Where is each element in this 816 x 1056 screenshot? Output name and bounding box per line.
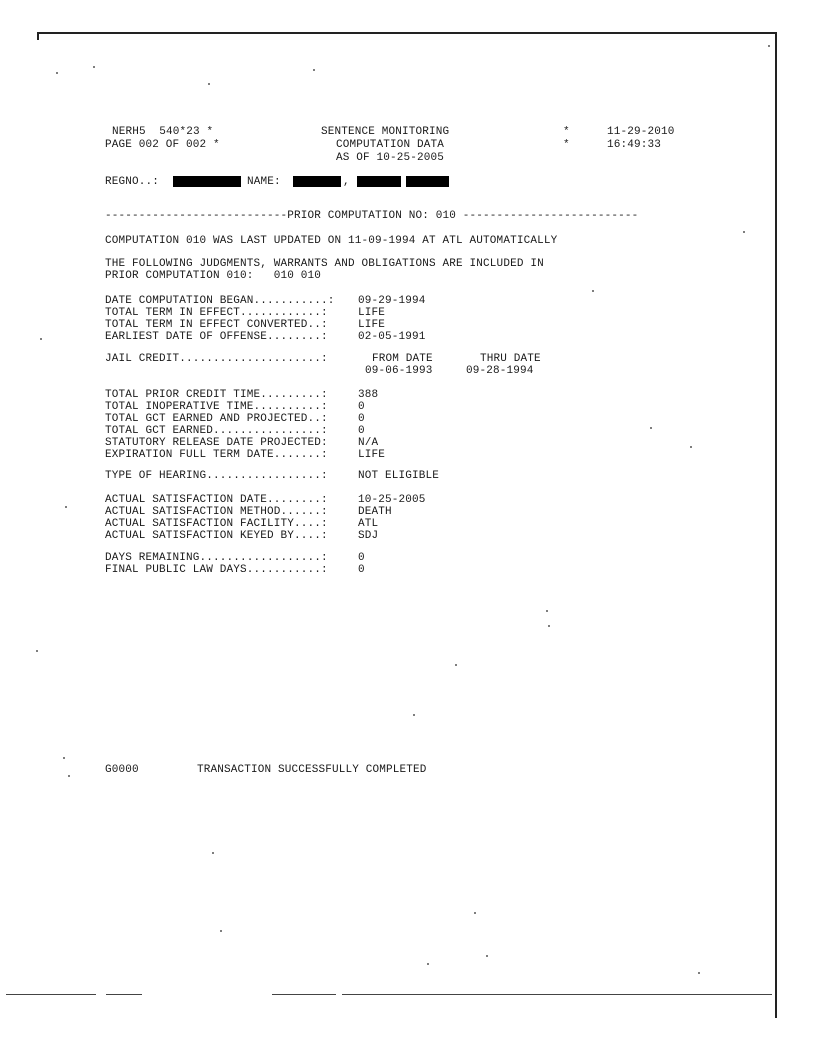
scan-speck (93, 66, 95, 68)
field-label: ACTUAL SATISFACTION KEYED BY....: (105, 530, 328, 542)
scan-bottom-line (342, 994, 772, 995)
scan-speck (698, 972, 700, 974)
regno-redaction (173, 176, 241, 187)
field-label: FINAL PUBLIC LAW DAYS...........: (105, 564, 328, 576)
scan-speck (63, 757, 65, 759)
jail-thru-date: 09-28-1994 (466, 365, 534, 377)
scan-speck (36, 650, 38, 652)
field-label: DAYS REMAINING..................: (105, 552, 328, 564)
field-value: 388 (358, 389, 379, 401)
field-label: TOTAL TERM IN EFFECT............: (105, 307, 328, 319)
section-divider: ---------------------------PRIOR COMPUTATION NO: 010 -------------------------- (105, 210, 639, 222)
field-value: 0 (358, 425, 365, 437)
scan-speck (474, 912, 476, 914)
jail-from-header: FROM DATE (372, 353, 433, 365)
header-star-2: * (563, 139, 570, 151)
field-value: 02-05-1991 (358, 331, 426, 343)
jail-thru-header: THRU DATE (480, 353, 541, 365)
field-label: TOTAL PRIOR CREDIT TIME.........: (105, 389, 328, 401)
field-label: TOTAL GCT EARNED AND PROJECTED..: (105, 413, 328, 425)
field-label: ACTUAL SATISFACTION DATE........: (105, 494, 328, 506)
name-label: NAME: (247, 176, 281, 188)
scan-speck (548, 625, 550, 627)
header-title: SENTENCE MONITORING (321, 126, 450, 138)
field-label: EXPIRATION FULL TERM DATE.......: (105, 449, 328, 461)
jail-from-date: 09-06-1993 (365, 365, 433, 377)
field-label: TOTAL TERM IN EFFECT CONVERTED..: (105, 319, 328, 331)
field-value: 09-29-1994 (358, 295, 426, 307)
field-value: LIFE (358, 307, 386, 319)
field-value: SDJ (358, 530, 379, 542)
scan-speck (690, 446, 692, 448)
field-value: 0 (358, 552, 365, 564)
scan-edge-top (38, 32, 776, 34)
name-redaction-2 (357, 176, 401, 187)
field-value: 0 (358, 401, 365, 413)
header-system: NERH5 540*23 * (112, 126, 214, 138)
field-label: ACTUAL SATISFACTION FACILITY....: (105, 518, 328, 530)
field-label: TOTAL INOPERATIVE TIME..........: (105, 401, 328, 413)
scan-speck (40, 338, 42, 340)
regno-label: REGNO..: (105, 176, 160, 188)
computation-updated: COMPUTATION 010 WAS LAST UPDATED ON 11-09-1994 AT ATL AUTOMATICALLY (105, 235, 558, 247)
scan-speck (68, 775, 70, 777)
transaction-code: G0000 (105, 764, 139, 776)
field-value: 0 (358, 564, 365, 576)
header-time: 16:49:33 (607, 139, 662, 151)
judgments-line-1: THE FOLLOWING JUDGMENTS, WARRANTS AND OBLIGATIONS ARE INCLUDED IN (105, 258, 544, 270)
scan-speck (546, 610, 548, 612)
header-star-1: * (563, 126, 570, 138)
name-redaction-3 (406, 176, 449, 187)
scan-speck (455, 664, 457, 666)
hearing-value: NOT ELIGIBLE (358, 470, 440, 482)
header-subtitle: COMPUTATION DATA (336, 139, 445, 151)
scan-bottom-line (6, 994, 96, 995)
scan-edge-right (775, 32, 777, 1018)
field-value: 10-25-2005 (358, 494, 426, 506)
field-label: EARLIEST DATE OF OFFENSE........: (105, 331, 328, 343)
scan-speck (212, 852, 214, 854)
jail-credit-label: JAIL CREDIT.....................: (105, 353, 328, 365)
scan-edge-left (37, 32, 39, 40)
field-value: ATL (358, 518, 379, 530)
scan-bottom-line (106, 994, 142, 995)
field-value: LIFE (358, 449, 386, 461)
scan-speck (650, 427, 652, 429)
scan-speck (65, 506, 67, 508)
scan-speck (220, 930, 222, 932)
scan-speck (427, 963, 429, 965)
field-label: DATE COMPUTATION BEGAN...........: (105, 295, 335, 307)
header-page-number: PAGE 002 OF 002 * (105, 139, 220, 151)
scan-speck (768, 45, 770, 47)
field-value: N/A (358, 437, 379, 449)
scan-speck (413, 714, 415, 716)
header-as-of: AS OF 10-25-2005 (336, 152, 445, 164)
scan-speck (313, 69, 315, 71)
field-label: TOTAL GCT EARNED................: (105, 425, 328, 437)
scan-speck (486, 955, 488, 957)
transaction-message: TRANSACTION SUCCESSFULLY COMPLETED (197, 764, 427, 776)
scan-bottom-line (272, 994, 336, 995)
field-value: LIFE (358, 319, 386, 331)
name-comma: , (343, 176, 350, 188)
scan-speck (592, 290, 594, 292)
field-label: STATUTORY RELEASE DATE PROJECTED: (105, 437, 328, 449)
scan-speck (208, 83, 210, 85)
name-redaction-1 (293, 176, 341, 187)
scan-speck (56, 72, 58, 74)
field-label: ACTUAL SATISFACTION METHOD......: (105, 506, 328, 518)
judgments-line-2: PRIOR COMPUTATION 010: 010 010 (105, 270, 322, 282)
field-value: 0 (358, 413, 365, 425)
field-value: DEATH (358, 506, 392, 518)
header-date: 11-29-2010 (607, 126, 675, 138)
scan-speck (743, 231, 745, 233)
hearing-label: TYPE OF HEARING.................: (105, 470, 328, 482)
